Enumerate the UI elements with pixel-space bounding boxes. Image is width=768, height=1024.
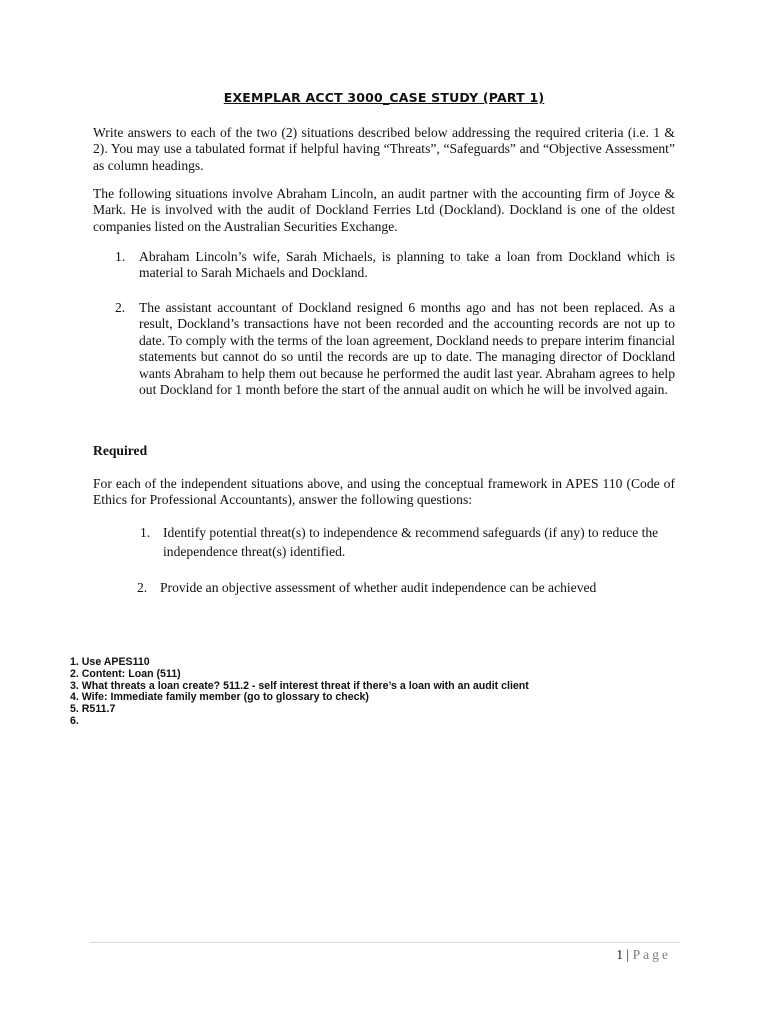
required-paragraph: For each of the independent situations above, and using the conceptual framework in APES 110 (Code of Ethics for Professional Accountants), answer the following questions: [93, 476, 675, 508]
intro-paragraph: Write answers to each of the two (2) situations described below addressing the required criteria (i.e. 1 & 2). You may use a tabulated format if helpful having “Threats”, “Safeguards” and “Objective Assessment” as column headings. [93, 125, 675, 173]
question-item [140, 523, 680, 561]
handwritten-notes [70, 657, 690, 728]
question-text: Provide an objective assessment of whether audit independence can be achieved [160, 580, 597, 595]
footer-separator: | [626, 947, 630, 962]
situation-text: The assistant accountant of Dockland resigned 6 months ago and has not been replaced. As a result, Dockland’s transactions have not been recorded and the accounting records are not up to date. To comply with the terms of the loan agreement, Dockland needs to prepare interim financial statements but cannot do so until the records are up to date. The managing director of Dockland wants Abraham to help them out because he performed the audit last year. Abraham agrees to help out Dockland for 1 month before the start of the annual audit on which he will be involved again. [139, 300, 675, 398]
situation-number: 1. [115, 249, 126, 264]
situation-item [115, 300, 675, 398]
required-heading: Required [93, 443, 148, 458]
note-item: 5. R511.7 [70, 703, 116, 716]
situation-list-1 [115, 249, 675, 282]
question-item [137, 578, 677, 597]
page-number: 1 [616, 947, 624, 962]
question-number: 2. [137, 580, 148, 595]
question-list-2 [137, 578, 677, 597]
page-footer [616, 947, 671, 963]
background-paragraph: The following situations involve Abraham Lincoln, an audit partner with the accounting firm of Joyce & Mark. He is involved with the audit of Dockland Ferries Ltd (Dockland). Dockland is one of the oldest companies listed on the Australian Securities Exchange. [93, 186, 675, 234]
situation-text: Abraham Lincoln’s wife, Sarah Michaels, is planning to take a loan from Dockland which is material to Sarah Michaels and Dockland. [139, 249, 675, 281]
note-item: 1. Use APES110 [70, 656, 150, 668]
situation-item [115, 249, 675, 282]
note-item: 4. Wife: Immediate family member (go to glossary to check) [70, 691, 369, 704]
question-text: Identify potential threat(s) to independence & recommend safeguards (if any) to reduce the independence threat(s) identified. [163, 525, 659, 559]
situation-number: 2. [115, 300, 126, 315]
question-number: 1. [140, 525, 151, 540]
document-title: EXEMPLAR ACCT 3000_CASE STUDY (PART 1) [223, 90, 545, 105]
note-item: 6. [70, 714, 79, 727]
note-item: 3. What threats a loan create? 511.2 - self interest threat if there’s a loan with an audit client [70, 679, 529, 692]
question-list-1 [140, 523, 680, 561]
situation-list-2 [115, 300, 675, 398]
footer-divider [90, 942, 680, 943]
page-label: Page [632, 947, 671, 962]
note-item: 2. Content: Loan (511) [70, 667, 181, 680]
